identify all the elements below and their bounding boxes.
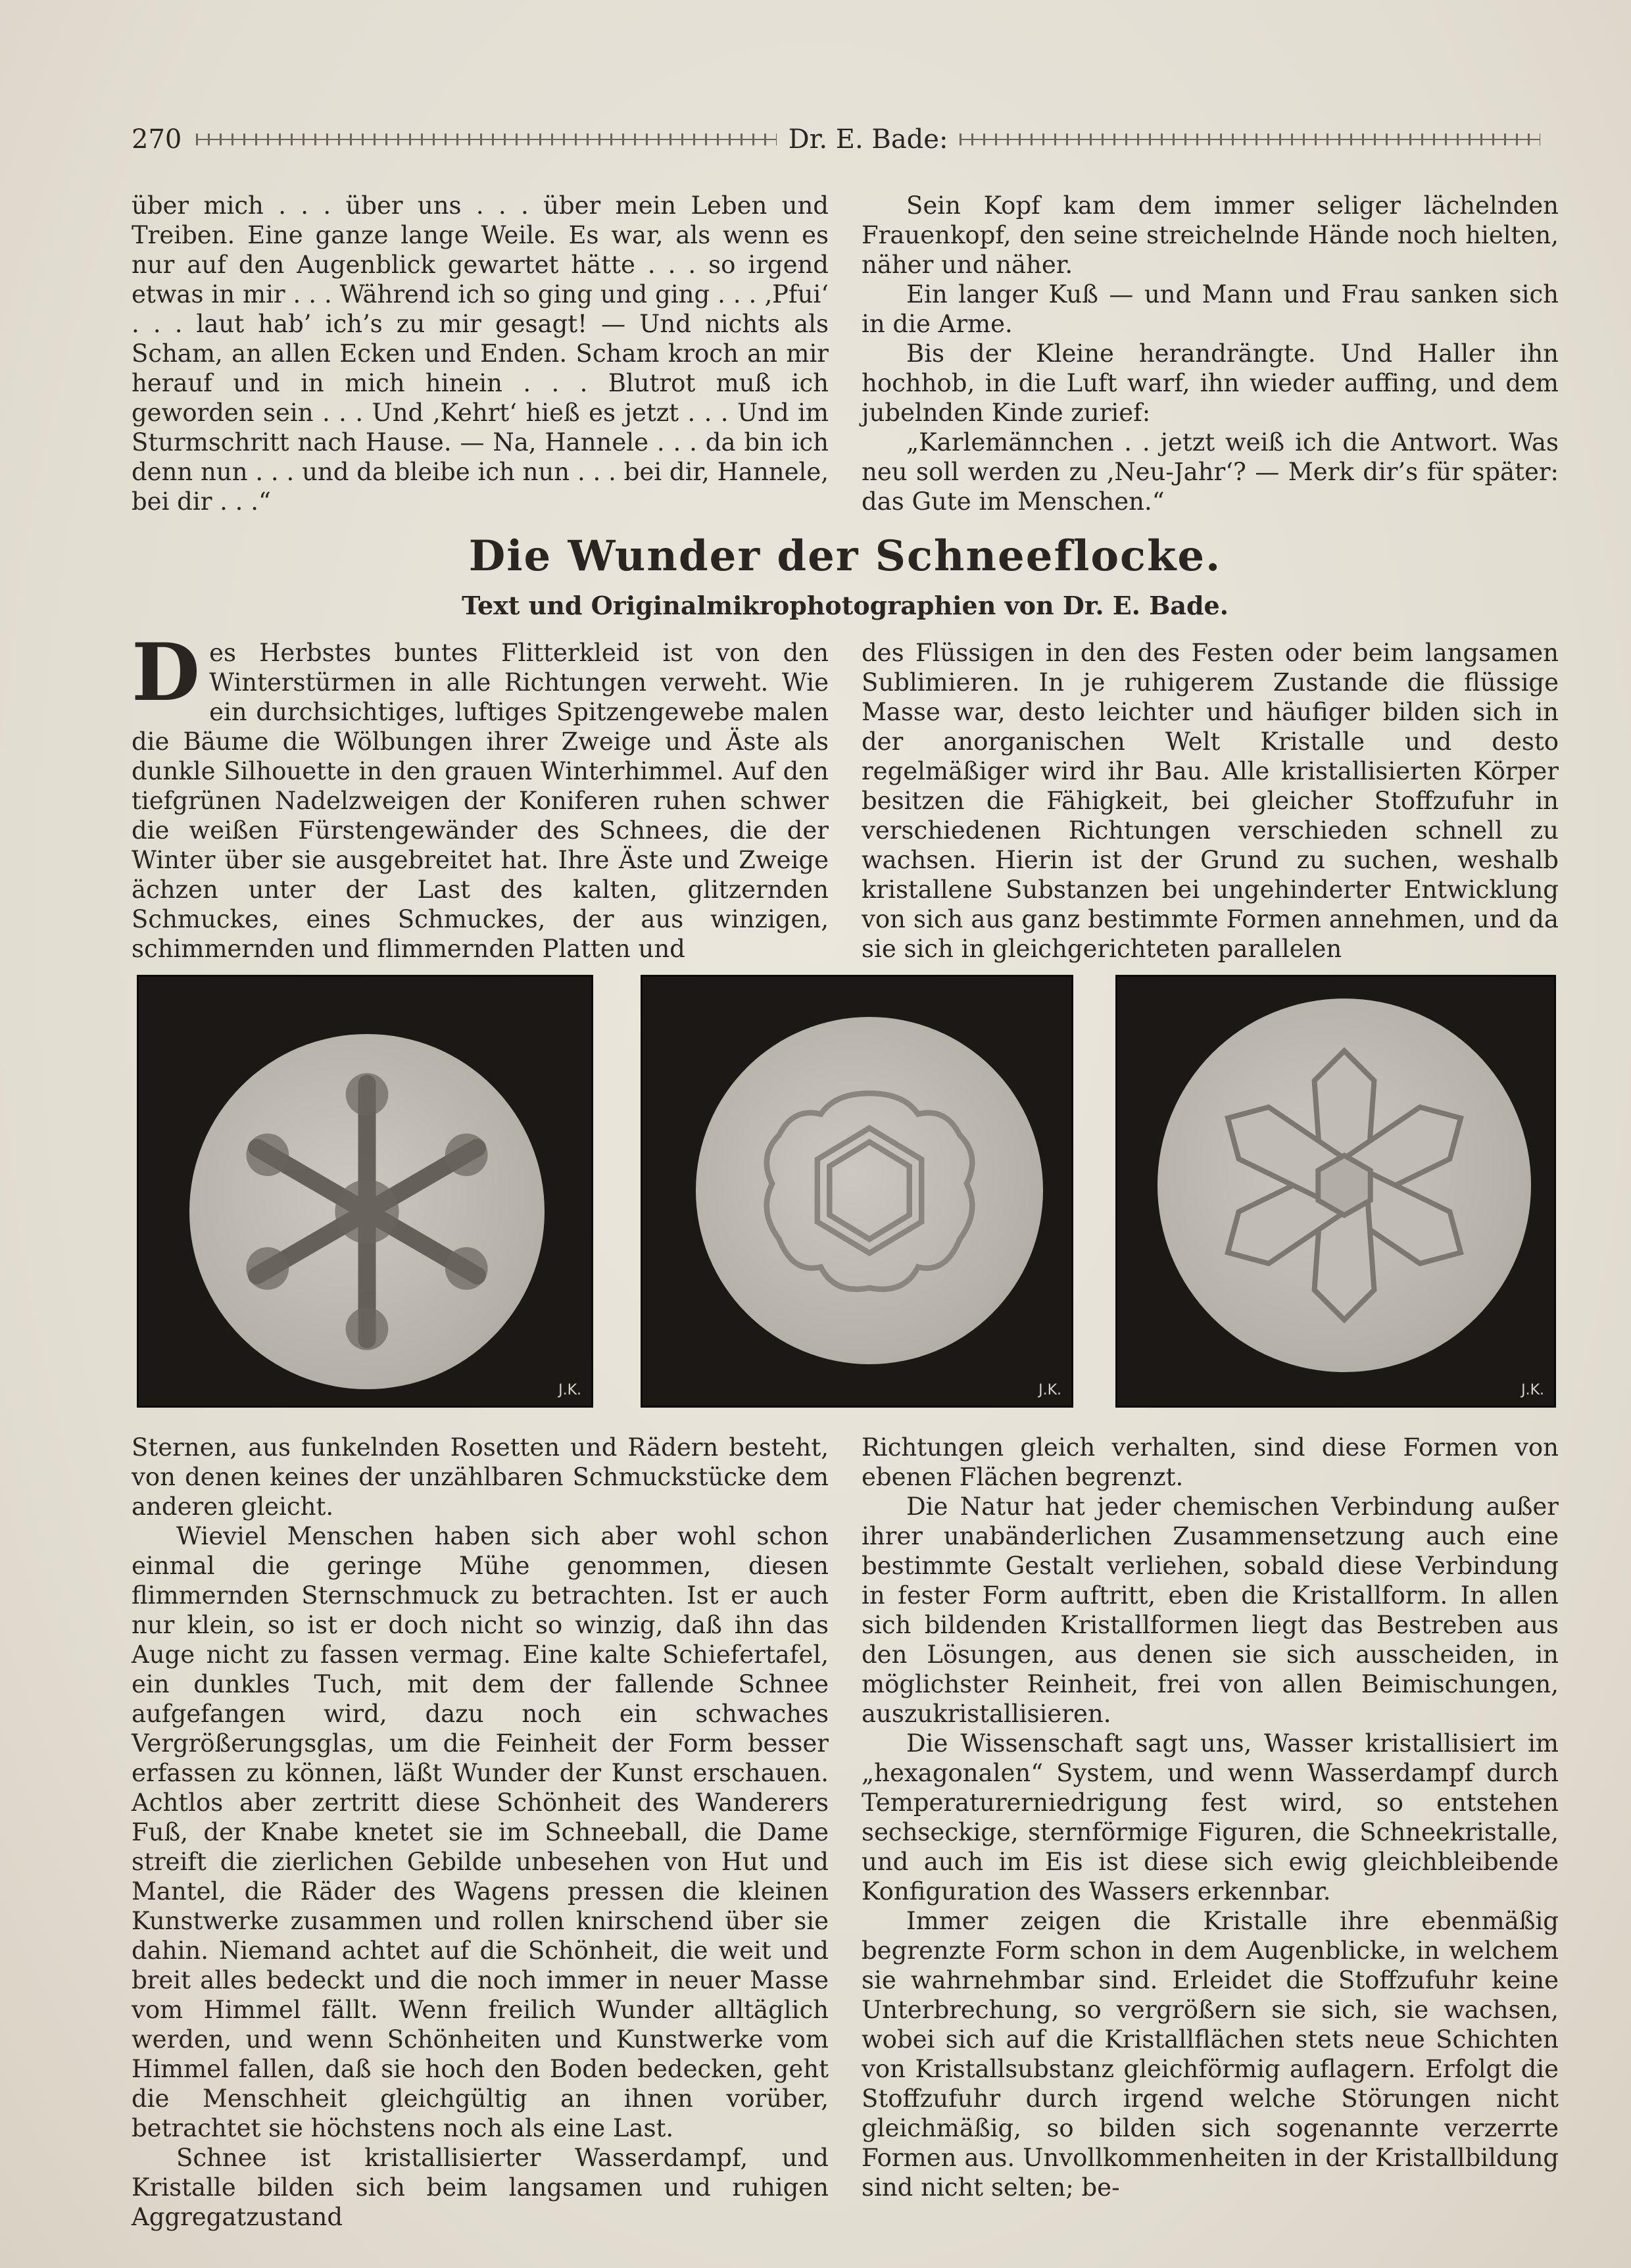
story-end-paragraph: über mich . . . über uns . . . über mein Leben und Treiben. Eine ganze lange Weile. Es war, als wenn es nur auf den Augenblick gewartet hätte . . . so irgend etwas in mir . . . Während ich so ging und ging . . . ‚Pfui‘ . . . laut hab’ ich’s zu mir gesagt! — Und nichts als Scham, an allen Ecken und Enden. Scham kroch an mir herauf und in mich hinein . . . Blutrot muß ich geworden sein . . . Und ‚Kehrt‘ hieß es jetzt . . . Und im Sturmschritt nach Hause. — Na, Hannele . . . da bin ich denn nun . . . und da bleibe ich nun . . . bei dir, Hannele, bei dir . . .“ [132,191,829,516]
article-paragraph: Schnee ist kristallisierter Wasserdampf, und Kristalle bilden sich beim langsamen und ruhigen Aggregatzustand [132,2144,829,2231]
story-end-paragraph: Bis der Kleine herandrängte. Und Haller ihn hochhob, in die Luft warf, ihn wieder auffing, und dem jubelnden Kinde zurief: [862,339,1559,427]
story-end-left-column [132,191,829,516]
snowflake-photo-stellar [1115,975,1556,1408]
article-body-left-column [132,1433,829,2232]
article-title: Die Wunder der Schneeflocke. [468,531,1222,581]
story-end-right-column [862,191,1559,516]
snowflake-stellar-icon [1157,998,1531,1372]
article-intro-paragraph [132,626,829,964]
drop-cap: D [132,626,201,719]
article-subtitle: Text und Originalmikrophotographien von Dr. E. Bade. [462,591,1229,620]
snowflake-photo-dendrite [137,975,593,1408]
article-intro-right-column [862,638,1559,964]
story-end-paragraph: Sein Kopf kam dem immer seliger lächelnden Frauenkopf, den seine streichelnde Hände noch hielten, näher und näher. [862,191,1559,279]
snowflake-photo-plate [641,975,1073,1408]
article-intro-paragraph: des Flüssigen in den des Festen oder beim langsamen Sublimieren. In je ruhigerem Zustande die flüssige Masse war, desto leichter und häufiger bilden sich in der anorganischen Welt Kristalle und desto regelmäßiger wird ihr Bau. Alle kristallisierten Körper besitzen die Fähigkeit, bei gleicher Stoffzufuhr in verschiedenen Richtungen verschieden schnell zu wachsen. Hierin ist der Grund zu suchen, weshalb kristallene Substanzen bei ungehinderter Entwicklung von sich aus ganz bestimmte Formen annehmen, und da sie sich in gleichgerichteten parallelen [862,639,1559,963]
story-end-paragraph: „Karlemännchen . . jetzt weiß ich die Antwort. Was neu soll werden zu ‚Neu-Jahr‘? — Merk dir’s für später: das Gute im Menschen.“ [862,428,1559,516]
snowflake-dendrite-icon [189,1034,545,1389]
ornamental-rule-left [196,134,777,145]
intro-text: es Herbstes buntes Flitterkleid ist von den Winterstürmen in alle Richtungen verweht. Wie ein durchsichtiges, luftiges Spitzengewebe malen die Bäume die Wölbungen ihrer Zweige und Äste als dunkle Silhouette in den grauen Winterhimmel. Auf den tiefgrünen Nadelzweigen der Koniferen ruhen schwer die weißen Fürstengewänder des Schnees, die der Winter über sie ausgebreitet hat. Ihre Äste und Zweige ächzen unter der Last des kalten, glitzernden Schmuckes, eines Schmuckes, der aus winzigen, schimmernden und flimmernden Platten und [132,639,829,963]
running-head: Dr. E. Bade: [788,124,948,155]
article-intro-left-column [132,626,829,964]
microscope-field [1157,998,1531,1372]
microscope-field [696,1017,1043,1364]
story-end-paragraph: Ein langer Kuß — und Mann und Frau sanken sich in die Arme. [862,280,1559,338]
photo-signature: J.K. [1521,1382,1544,1398]
article-paragraph: Die Natur hat jeder chemischen Verbindung außer ihrer unabänderlichen Zusammensetzung auch eine bestimmte Gestalt verliehen, sobald diese Verbindung in fester Form auftritt, eben die Kristallform. In allen sich bildenden Kristallformen liegt das Bestreben aus den Lösungen, aus denen sie sich ausscheiden, in möglichster Reinheit, frei von allen Beimischungen, auszukristallisieren. [862,1492,1559,1728]
photo-signature: J.K. [558,1382,581,1398]
article-paragraph: Immer zeigen die Kristalle ihre ebenmäßig begrenzte Form schon in dem Augenblicke, in welchem sie wahrnehmbar sind. Erleidet die Stoffzufuhr keine Unterbrechung, so vergrößern sie sich, sie wachsen, wobei sich auf die Kristallflächen stets neue Schichten von Kristallsubstanz gleichförmig auflagern. Erfolgt die Stoffzufuhr durch irgend welche Störungen nicht gleichmäßig, so bilden sich sogenannte verzerrte Formen aus. Unvollkommenheiten in der Kristallbildung sind nicht selten; be- [862,1907,1559,2202]
article-body-right-column [862,1433,1559,2202]
microscope-field [189,1034,545,1389]
page-header [132,120,1552,159]
page-number: 270 [132,124,182,155]
ornamental-rule-right [960,134,1540,145]
article-paragraph: Sternen, aus funkelnden Rosetten und Rädern besteht, von denen keines der unzählbaren Schmuckstücke dem anderen gleicht. [132,1433,829,1521]
photo-signature: J.K. [1038,1382,1061,1398]
article-paragraph: Richtungen gleich verhalten, sind diese Formen von ebenen Flächen begrenzt. [862,1433,1559,1491]
snowflake-plate-icon [696,1017,1043,1364]
article-paragraph: Wieviel Menschen haben sich aber wohl schon einmal die geringe Mühe genommen, diesen flimmernden Sternschmuck zu betrachten. Ist er auch nur klein, so ist er doch nicht so winzig, daß ihn das Auge nicht zu fassen vermag. Eine kalte Schiefertafel, ein dunkles Tuch, mit dem der fallende Schnee aufgefangen wird, dazu noch ein schwaches Vergrößerungsglas, um die Feinheit der Form besser erfassen zu können, läßt Wunder der Kunst erschauen. Achtlos aber zertritt diese Schönheit des Wanderers Fuß, der Knabe knetet sie im Schneeball, die Dame streift die zierlichen Gebilde unbesehen von Hut und Mantel, die Räder des Wagens pressen die kleinen Kunstwerke zusammen und rollen knirschend über sie dahin. Niemand achtet auf die Schönheit, die weit und breit alles bedeckt und die noch immer in neuer Masse vom Himmel fällt. Wenn freilich Wunder alltäglich werden, und wenn Schönheiten und Kunstwerke vom Himmel fallen, daß sie hoch den Boden bedecken, geht die Menschheit gleichgültig an ihnen vorüber, betrachtet sie höchstens noch als eine Last. [132,1522,829,2142]
article-paragraph: Die Wissenschaft sagt uns, Wasser kristallisiert im „hexagonalen“ System, und wenn Wasserdampf durch Temperaturerniedrigung fest wird, so entstehen sechseckige, sternförmige Figuren, die Schneekristalle, und auch im Eis ist diese sich ewig gleichbleibende Konfiguration des Wassers erkennbar. [862,1729,1559,1906]
